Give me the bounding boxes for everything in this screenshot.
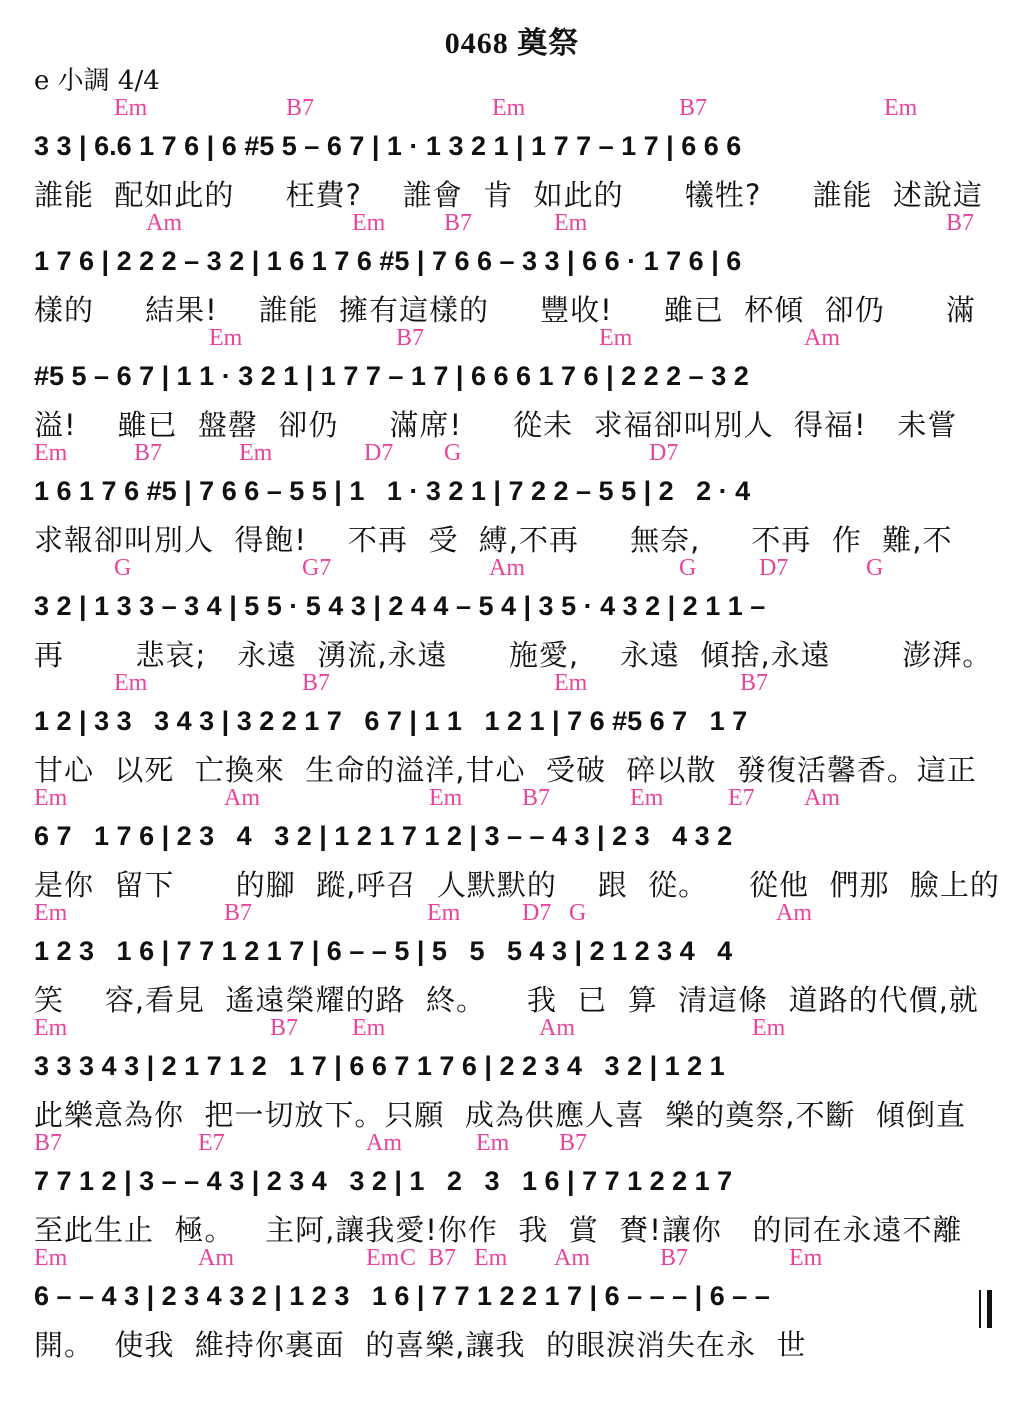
music-system <box>0 440 1024 555</box>
chord-symbol: D7 <box>759 555 789 581</box>
chord-symbol: Am <box>554 1245 590 1271</box>
chord-symbol: Em <box>352 1015 386 1041</box>
numbered-notation-line: 6 – – 4 3 | 2 3 4 3 2 | 1 2 3 1 6 | 7 7 1 2 2 1 7 | 6 – – – | 6 – – <box>34 1281 770 1311</box>
numbered-notation-line: 1 2 | 3 3 3 4 3 | 3 2 2 1 7 6 7 | 1 1 1 2 1 | 7 6 #5 6 7 1 7 <box>34 706 748 736</box>
chord-row <box>34 1130 994 1160</box>
chord-symbol: Em <box>34 440 68 466</box>
music-system <box>0 555 1024 670</box>
chord-symbol: B7 <box>522 785 551 811</box>
chord-symbol: Am <box>146 210 182 236</box>
chord-symbol: B7 <box>428 1245 457 1271</box>
chord-symbol: B7 <box>740 670 769 696</box>
chord-symbol: B7 <box>224 900 253 926</box>
chord-row <box>34 900 994 930</box>
chord-row <box>34 1015 994 1045</box>
numbered-notation-line: 6 7 1 7 6 | 2 3 4 3 2 | 1 2 1 7 1 2 | 3 – – 4 3 | 2 3 4 3 2 <box>34 821 733 851</box>
chord-symbol: Em <box>209 325 243 351</box>
chord-symbol: E7 <box>728 785 755 811</box>
chord-symbol: Em <box>34 785 68 811</box>
lyrics-line: 再 悲哀; 永遠 湧流,永遠 施愛, 永遠 傾捨,永遠 澎湃。 <box>34 638 993 672</box>
lyrics-line: 誰能 配如此的 枉費? 誰會 肯 如此的 犧牲? 誰能 述說這 <box>34 178 983 212</box>
chord-symbol: Am <box>804 785 840 811</box>
chord-row <box>34 670 994 700</box>
chord-symbol: Am <box>776 900 812 926</box>
lyrics-line: 求報卻叫別人 得飽! 不再 受 縛,不再 無奈, 不再 作 難,不 <box>34 523 953 557</box>
chord-symbol: Em <box>34 1015 68 1041</box>
chord-symbol: Am <box>804 325 840 351</box>
numbered-notation-line: 3 3 3 4 3 | 2 1 7 1 2 1 7 | 6 6 7 1 7 6 | 2 2 3 4 3 2 | 1 2 1 <box>34 1051 725 1081</box>
key-signature: e 小調 4/4 <box>34 66 160 96</box>
final-barline <box>979 1290 992 1328</box>
chord-symbol: Em <box>474 1245 508 1271</box>
chord-symbol: B7 <box>34 1130 63 1156</box>
music-system <box>0 670 1024 785</box>
lyrics-line: 樣的 結果! 誰能 擁有這樣的 豐收! 雖已 杯傾 卻仍 滿 <box>34 293 977 327</box>
chord-symbol: B7 <box>444 210 473 236</box>
chord-row <box>34 210 994 240</box>
lyrics-line: 至此生止 極。 主阿,讓我愛!你作 我 賞 賚!讓你 的同在永遠不離 <box>34 1213 963 1247</box>
chord-symbol: C <box>400 1245 417 1271</box>
chord-symbol: Em <box>476 1130 510 1156</box>
chord-symbol: B7 <box>302 670 331 696</box>
lyrics-line: 甘心 以死 亡換來 生命的溢洋,甘心 受破 碎以散 發復活馨香。這正 <box>34 753 977 787</box>
chord-symbol: B7 <box>134 440 163 466</box>
chord-row <box>34 325 994 355</box>
chord-symbol: G <box>444 440 462 466</box>
chord-symbol: Em <box>34 1245 68 1271</box>
chord-symbol: D7 <box>522 900 552 926</box>
chord-symbol: G <box>569 900 587 926</box>
lyrics-line: 溢! 雖已 盤罄 卻仍 滿席! 從未 求福卻叫別人 得福! 未嘗 <box>34 408 958 442</box>
numbered-notation-line: 7 7 1 2 | 3 – – 4 3 | 2 3 4 3 2 | 1 2 3 1 6 | 7 7 1 2 2 1 7 <box>34 1166 733 1196</box>
chord-symbol: B7 <box>396 325 425 351</box>
chord-symbol: Em <box>429 785 463 811</box>
chord-symbol: Em <box>599 325 633 351</box>
chord-symbol: B7 <box>559 1130 588 1156</box>
chord-symbol: B7 <box>946 210 975 236</box>
chord-symbol: Em <box>427 900 461 926</box>
chord-row <box>34 440 994 470</box>
numbered-notation-line: 1 7 6 | 2 2 2 – 3 2 | 1 6 1 7 6 #5 | 7 6 6 – 3 3 | 6 6 · 1 7 6 | 6 <box>34 246 742 276</box>
chord-row <box>34 785 994 815</box>
chord-symbol: Em <box>554 210 588 236</box>
chord-symbol: B7 <box>286 95 315 121</box>
chord-symbol: Em <box>752 1015 786 1041</box>
chord-symbol: Em <box>34 900 68 926</box>
music-system <box>0 325 1024 440</box>
chord-symbol: B7 <box>270 1015 299 1041</box>
chord-symbol: Am <box>539 1015 575 1041</box>
music-system <box>0 900 1024 1015</box>
chord-symbol: Em <box>789 1245 823 1271</box>
music-system <box>0 210 1024 325</box>
chord-symbol: Em <box>352 210 386 236</box>
numbered-notation-line: 3 2 | 1 3 3 – 3 4 | 5 5 · 5 4 3 | 2 4 4 – 5 4 | 3 5 · 4 3 2 | 2 1 1 – <box>34 591 766 621</box>
lyrics-line: 笑 容,看見 遙遠榮耀的路 終。 我 已 算 清這條 道路的代價,就 <box>34 983 979 1017</box>
numbered-notation-line: 3 3 | 6.6 1 7 6 | 6 #5 5 – 6 7 | 1 · 1 3 2 1 | 1 7 7 – 1 7 | 6 6 6 <box>34 131 742 161</box>
chord-row <box>34 95 994 125</box>
chord-symbol: D7 <box>364 440 394 466</box>
chord-symbol: Am <box>489 555 525 581</box>
chord-symbol: Am <box>366 1130 402 1156</box>
chord-row <box>34 555 994 585</box>
chord-symbol: G7 <box>302 555 332 581</box>
chord-symbol: G <box>114 555 132 581</box>
chord-symbol: Em <box>492 95 526 121</box>
numbered-notation-line: 1 6 1 7 6 #5 | 7 6 6 – 5 5 | 1 1 · 3 2 1 | 7 2 2 – 5 5 | 2 2 · 4 <box>34 476 751 506</box>
chord-symbol: G <box>679 555 697 581</box>
lyrics-line: 是你 留下 的腳 蹤,呼召 人默默的 跟 從。 從他 們那 臉上的 <box>34 868 1000 902</box>
chord-symbol: E7 <box>198 1130 225 1156</box>
chord-symbol: Em <box>884 95 918 121</box>
music-system <box>0 95 1024 210</box>
chord-symbol: Em <box>630 785 664 811</box>
chord-symbol: D7 <box>649 440 679 466</box>
music-system <box>0 785 1024 900</box>
chord-row <box>34 1245 994 1275</box>
chord-symbol: Am <box>224 785 260 811</box>
chord-symbol: G <box>866 555 884 581</box>
chord-symbol: Em <box>239 440 273 466</box>
lyrics-line: 此樂意為你 把一切放下。只願 成為供應人喜 樂的奠祭,不斷 傾倒直 <box>34 1098 966 1132</box>
chord-symbol: Am <box>198 1245 234 1271</box>
chord-symbol: B7 <box>679 95 708 121</box>
numbered-notation-line: #5 5 – 6 7 | 1 1 · 3 2 1 | 1 7 7 – 1 7 | 6 6 6 1 7 6 | 2 2 2 – 3 2 <box>34 361 749 391</box>
chord-symbol: Em <box>366 1245 400 1271</box>
chord-symbol: B7 <box>660 1245 689 1271</box>
numbered-notation-line: 1 2 3 1 6 | 7 7 1 2 1 7 | 6 – – 5 | 5 5 5 4 3 | 2 1 2 3 4 4 <box>34 936 733 966</box>
song-title: 0468 奠祭 <box>444 27 580 60</box>
music-system <box>0 1130 1024 1245</box>
chord-symbol: Em <box>554 670 588 696</box>
chord-symbol: Em <box>114 95 148 121</box>
music-system <box>0 1245 1024 1360</box>
lyrics-line: 開。 使我 維持你裏面 的喜樂,讓我 的眼淚消失在永 世 <box>34 1328 807 1362</box>
music-system <box>0 1015 1024 1130</box>
chord-symbol: Em <box>114 670 148 696</box>
